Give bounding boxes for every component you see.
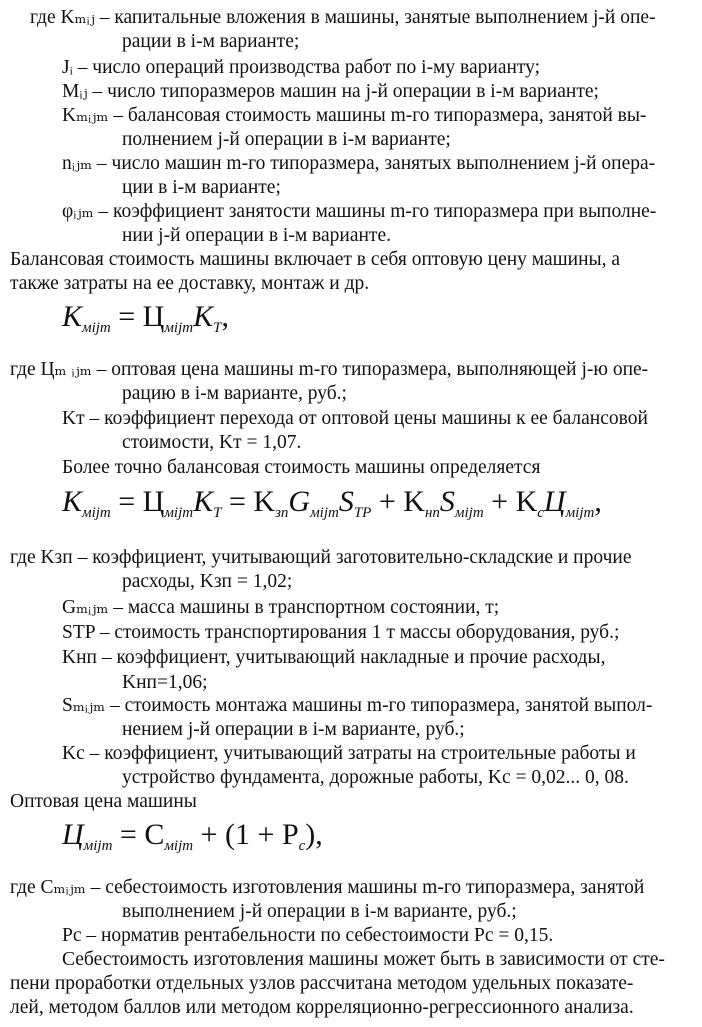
text-line: Gₘᵢⱼₘ – масса машины в транспортном состоянии, т; [62,597,500,618]
text-line: Jᵢ – число операций производства работ по i-му варианту; [62,57,541,78]
text-line: Kнп – коэффициент, учитывающий накладные и прочие расходы, [62,647,606,668]
text-line: где Цₘ ᵢⱼₘ – оптовая цена машины m-го типоразмера, выполняющей j-ю опе- [10,359,649,380]
text-line: nᵢⱼₘ – число машин m-го типоразмера, занятых выполнением j-й опера- [62,153,656,174]
text-line: Kт – коэффициент перехода от оптовой цены машины к ее балансовой [62,408,648,429]
text-line: STP – стоимость транспортирования 1 т массы оборудования, руб.; [62,622,620,643]
text-line: Kc – коэффициент, учитывающий затраты на строительные работы и [62,743,636,764]
text-line: Оптовая цена машины [10,791,197,812]
text-line: Более точно балансовая стоимость машины определяется [62,457,541,478]
text-line: где Cₘᵢⱼₘ – себестоимость изготовления машины m-го типоразмера, занятой [10,877,645,898]
text-line: Kнп=1,06; [122,672,208,693]
text-line: полнением j-й операции в i-м варианте; [122,129,451,150]
text-line: Себестоимость изготовления машины может быть в зависимости от сте- [62,949,665,970]
text-line: Sₘᵢⱼₘ – стоимость монтажа машины m-го типоразмера, занятой выпол- [62,695,653,716]
text-line: рацию в i-м варианте, руб.; [122,383,347,404]
formula-balance-cost: $K_{мijm} = Ц_{мijm}K_T$, [62,300,229,336]
text-line: Mᵢⱼ – число типоразмеров машин на j-й операции в i-м варианте; [62,81,599,102]
text-line: пени проработки отдельных узлов рассчитана методом удельных показате- [10,973,634,994]
text-line: лей, методом баллов или методом корреляционно-регрессионного анализа. [10,997,634,1018]
text-line: стоимости, Kт = 1,07. [122,432,302,453]
text-line: Pc – норматив рентабельности по себестоимости Pc = 0,15. [62,925,554,946]
text-line: расходы, Kзп = 1,02; [122,571,293,592]
formula-wholesale-price: $Ц_{мijm} = C_{мijm} + (1 + P_c)$, [62,818,323,854]
text-line: рации в i-м варианте; [122,31,300,52]
text-line: где Kзп – коэффициент, учитывающий заготовительно-складские и прочие [10,547,632,568]
text-line: Балансовая стоимость машины включает в себя оптовую цену машины, а [10,249,621,270]
text-line: устройство фундамента, дорожные работы, Kc = 0,02... 0, 08. [122,767,629,788]
text-line: Kₘᵢⱼₘ – балансовая стоимость машины m-го типоразмера, занятой вы- [62,105,647,126]
text-line: также затраты на ее доставку, монтаж и др. [10,273,370,294]
text-line: нии j-й операции в i-м варианте. [122,225,391,246]
text-line: где Kₘᵢⱼ – капитальные вложения в машины, занятые выполнением j-й опе- [30,7,656,28]
text-line: ции в i-м варианте; [122,177,281,198]
text-line: нением j-й операции в i-м варианте, руб.; [122,719,465,740]
text-line: выполнением j-й операции в i-м варианте, руб.; [122,901,517,922]
text-line: φᵢⱼₘ – коэффициент занятости машины m-го типоразмера при выполне- [62,201,657,222]
formula-precise-balance-cost: $K_{мijm} = Ц_{мijm}K_T = K_{зп}G_{мijm}S_{TP} + K_{нп}S_{мijm} + K_cЦ_{мijm}$, [62,485,602,521]
